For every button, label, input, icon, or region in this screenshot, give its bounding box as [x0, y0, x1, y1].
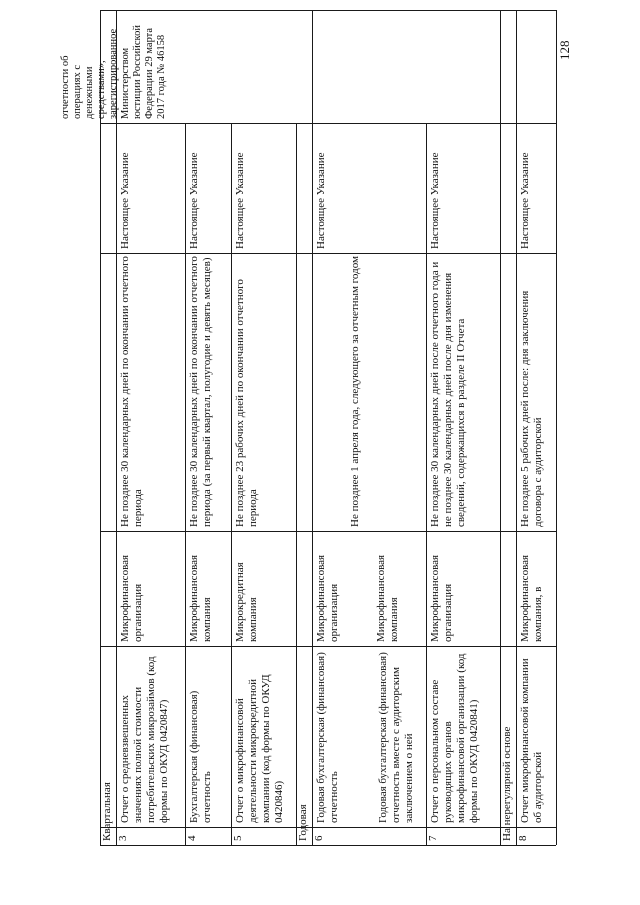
- table-line: [556, 10, 557, 845]
- top-basis-cell: Настоящее Указание: [119, 152, 131, 249]
- table-line: [100, 10, 101, 845]
- row-7-basis: Настоящее Указание: [429, 152, 441, 249]
- row-4-name: Бухгалтерская (финансовая) отчетность: [188, 690, 213, 823]
- row-8-num: 8: [517, 835, 529, 841]
- row-4-num: 4: [186, 835, 198, 841]
- row-7-deadline: Не позднее 30 календарных дней после отчетного года и не позднее 30 календарных дней после дня изменения сведений, содержащихся в разделе II Отчета: [429, 261, 467, 527]
- row-6-org-a: Микрофинансовая организация: [315, 554, 340, 642]
- row-8-org: Микрофинансовая компания, в: [519, 554, 544, 642]
- row-6-name-a: Годовая бухгалтерская (финансовая) отчетность: [315, 652, 340, 823]
- row-6-num: 6: [313, 835, 325, 841]
- row-3-org: Микрофинансовая организация: [119, 554, 144, 642]
- row-5-name: Отчет о микрофинансовой деятельности микрокредитной компании (код формы по ОКУД 0420846): [234, 674, 285, 823]
- table-line: [296, 123, 297, 845]
- row-4-basis: Настоящее Указание: [188, 152, 200, 249]
- row-5-deadline: Не позднее 23 рабочих дней по окончании отчетного периода: [234, 279, 259, 527]
- row-5-basis: Настоящее Указание: [234, 152, 246, 249]
- section-quarterly: Квартальная: [101, 782, 113, 841]
- row-6-name-b: Годовая бухгалтерская (финансовая) отчетность вместе с аудиторским заключением о ней: [377, 652, 415, 823]
- row-6-basis: Настоящее Указание: [315, 152, 327, 249]
- row-8-basis: Настоящее Указание: [519, 152, 531, 249]
- row-6-org-b: Микрофинансовая компания: [375, 554, 400, 642]
- table-line: [500, 10, 501, 845]
- row-5-num: 5: [232, 835, 244, 841]
- row-3-name: Отчет о средневзвешенных значениях полной стоимости потребительских микрозаймов (код формы по ОКУД 0420847): [119, 656, 170, 823]
- row-4-org: Микрофинансовая компания: [188, 554, 213, 642]
- row-6-deadline: Не позднее 1 апреля года, следующего за отчетным годом: [349, 256, 361, 527]
- section-annual: Годовая: [297, 804, 309, 841]
- table-line: [100, 827, 556, 828]
- section-irregular: На нерегулярной основе: [501, 726, 513, 841]
- row-3-num: 3: [117, 835, 129, 841]
- row-7-name: Отчет о персональном составе руководящих органов микрофинансовой организации (код формы по ОКУД 0420841): [429, 653, 480, 823]
- row-5-org: Микрокредитная компания: [234, 562, 259, 642]
- page-number: 128: [557, 40, 572, 60]
- reference-text: отчетности об операциях с денежными средствами», зарегистрированное Министерством юстиции Российской Федерации 29 марта 2017 года № 46158: [60, 25, 167, 119]
- table-line: [100, 10, 556, 11]
- row-4-deadline: Не позднее 30 календарных дней по окончании отчетного периода (за первый квартал, полугодие и девять месяцев): [188, 256, 213, 527]
- row-3-deadline: Не позднее 30 календарных дней по окончании отчетного периода: [119, 256, 144, 527]
- row-7-num: 7: [427, 835, 439, 841]
- row-8-deadline: Не позднее 5 рабочих дней после: дня заключения договора с аудиторской: [519, 290, 544, 527]
- table-line: [100, 845, 556, 846]
- row-8-name: Отчет микрофинансовой компании об аудиторской: [519, 658, 544, 823]
- top-reference-cell: [57, 10, 167, 123]
- row-7-org: Микрофинансовая организация: [429, 554, 454, 642]
